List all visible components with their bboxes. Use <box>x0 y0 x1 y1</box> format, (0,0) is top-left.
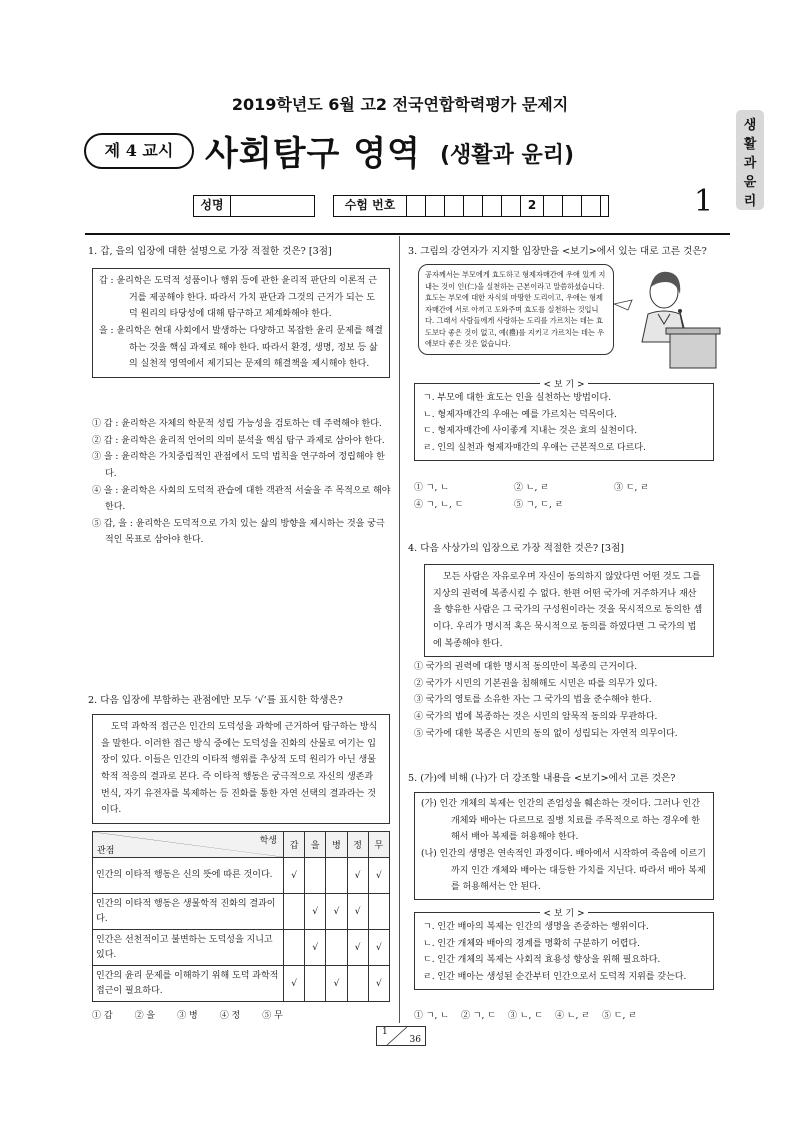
q4-options <box>414 659 734 742</box>
q1-passage <box>92 268 390 378</box>
q2-corner-bottom: 관점 <box>97 846 115 856</box>
q1-options <box>92 416 392 549</box>
q2-mark <box>305 966 326 1002</box>
q5-bogi-item: ㄱ. 인간 배아의 복제는 인간의 생명을 존중하는 행위이다. <box>423 922 649 932</box>
id-cell-digit: 2 <box>521 196 544 216</box>
q1-option[interactable]: ② 갑 : 윤리학은 윤리적 언어의 의미 분석을 핵심 탐구 과제로 삼아야 한다. <box>92 435 385 446</box>
q2-mark: √ <box>347 930 368 966</box>
q2-table <box>92 831 390 1002</box>
q3-option[interactable]: ③ ㄷ, ㄹ <box>614 483 649 493</box>
q2-row-label: 인간의 이타적 행동은 생물학적 진화의 결과이다. <box>93 894 284 930</box>
q2-option[interactable]: ⑤ 무 <box>262 1011 283 1021</box>
lecturer-illustration <box>614 264 726 370</box>
q4-passage: 모든 사람은 자유로우며 자신이 동의하지 않았다면 어떤 것도 그를 지상의 권력에 복종시킬 수 없다. 한편 어떤 국가에 거주하거나 재산을 향유한 사람은 그 국가의 구성원이라는 것을 묵시적으로 동의한 셈이다. 우리가 명시적 혹은 묵시적으로 동의를 하였다면 그 국가의 법에 복종해야 한다. <box>424 564 714 657</box>
q2-mark: √ <box>326 894 347 930</box>
q2-mark <box>326 858 347 894</box>
q3-speech-bubble: 공자께서는 부모에게 효도하고 형제자매간에 우애 있게 지내는 것이 인(仁)을 실천하는 근본이라고 말씀하셨습니다. 효도는 부모에 대한 자식의 마땅한 도리이고, 우애는 형제자매간에 서로 아끼고 도와주며 효도를 실천하는 것입니다. 그래서 사람들에게 사랑하는 도리를 가르치는 데는 효도보다 좋은 것이 없고, 예(禮)를 지키고 가르치는 데는 우애보다 좋은 것은 없습니다. <box>418 264 614 355</box>
q5-options <box>414 1008 724 1025</box>
q1-passage-eul: 을 : 윤리학은 현대 사회에서 발생하는 다양하고 복잡한 윤리 문제를 해결하는 것을 핵심 과제로 해야 한다. 따라서 환경, 생명, 정보 등 삶의 실천적 영역에서 제기되는 문제의 해결책을 제시해야 한다. <box>99 325 383 370</box>
header-rule <box>85 233 730 235</box>
q2-option[interactable]: ④ 정 <box>219 1011 241 1021</box>
q2-options <box>92 1008 392 1025</box>
page-total: 36 <box>409 1035 421 1045</box>
q3-stem: 3. 그림의 강연자가 지지할 입장만을 <보기>에서 있는 대로 고른 것은? <box>408 246 707 257</box>
q2-row-label: 인간의 윤리 문제를 이해하기 위해 도덕 과학적 접근이 필요하다. <box>93 966 284 1002</box>
id-label: 수험 번호 <box>334 196 407 216</box>
q2-mark: √ <box>368 858 389 894</box>
q2-corner-top: 학생 <box>259 836 277 846</box>
q5-option[interactable]: ⑤ ㄷ, ㄹ <box>601 1011 637 1021</box>
id-cell[interactable] <box>582 196 601 216</box>
q4-option[interactable]: ① 국가의 권력에 대한 명시적 동의만이 복종의 근거이다. <box>414 662 638 672</box>
q2-option[interactable]: ② 을 <box>134 1011 156 1021</box>
subsubject-title: (생활과 윤리) <box>440 143 575 168</box>
q1-option[interactable]: ⑤ 갑, 을 : 윤리학은 도덕적으로 가치 있는 삶의 방향을 제시하는 것을 궁극적인 목표로 삼아야 한다. <box>92 518 385 546</box>
name-input[interactable] <box>231 196 314 216</box>
q2-mark: √ <box>284 858 305 894</box>
q4-option[interactable]: ④ 국가의 법에 복종하는 것은 시민의 암묵적 동의와 무관하다. <box>414 711 658 722</box>
id-cell[interactable] <box>407 196 426 216</box>
q5-bogi-item: ㄴ. 인간 개체와 배아의 경계를 명확히 구분하기 어렵다. <box>423 938 641 949</box>
q3-bogi-item: ㄹ. 인의 실천과 형제자매간의 우애는 근본적으로 다르다. <box>423 442 646 453</box>
q3-bogi <box>414 380 714 461</box>
q5-passage-ga: (가) 인간 개체의 복제는 인간의 존엄성을 훼손하는 것이다. 그러나 인간 개체와 배아는 다르므로 질병 치료를 주목적으로 하는 경우에 한해서 배아 복제를 허용해야 한다. <box>421 799 701 843</box>
q3-bogi-title: < 보 기 > <box>415 377 713 394</box>
id-cell[interactable] <box>483 196 502 216</box>
q2-table-corner <box>93 832 284 858</box>
q3-option[interactable]: ② ㄴ, ㄹ <box>514 483 549 493</box>
period-badge <box>84 133 194 169</box>
q2-row-label: 인간은 선천적이고 불변하는 도덕성을 지니고 있다. <box>93 930 284 966</box>
q5-option[interactable]: ③ ㄴ, ㄷ <box>507 1011 543 1021</box>
subject-title: 사회탐구 영역 <box>205 134 421 174</box>
q1-option[interactable]: ① 갑 : 윤리학은 자체의 학문적 성립 가능성을 검토하는 데 주력해야 한다. <box>92 419 382 429</box>
q2-col-header: 갑 <box>284 832 305 858</box>
q2-mark: √ <box>305 894 326 930</box>
q2-mark <box>284 894 305 930</box>
q4-stem: 4. 다음 사상가의 입장으로 가장 적절한 것은? [3점] <box>408 543 625 554</box>
q5-option[interactable]: ② ㄱ, ㄷ <box>460 1011 496 1021</box>
q2-mark: √ <box>326 966 347 1002</box>
q2-stem: 2. 다음 입장에 부합하는 관점에만 모두 ‘√’를 표시한 학생은? <box>88 695 343 706</box>
page-counter <box>376 1026 426 1046</box>
q2-mark: √ <box>284 966 305 1002</box>
q2-mark: √ <box>347 858 368 894</box>
id-cell[interactable] <box>601 196 608 216</box>
id-cell[interactable] <box>544 196 563 216</box>
name-label: 성명 <box>194 196 231 216</box>
q2-row-label: 인간의 이타적 행동은 신의 뜻에 따른 것이다. <box>93 858 284 894</box>
q2-mark: √ <box>368 930 389 966</box>
q2-mark <box>347 966 368 1002</box>
subject-tab <box>736 110 764 210</box>
name-field <box>193 195 315 217</box>
tab-char: 생 <box>743 118 757 133</box>
q3-bogi-item: ㄴ. 형제자매간의 우애는 예를 가르치는 덕목이다. <box>423 409 617 420</box>
page-number-big: 1 <box>694 184 714 219</box>
q2-col-header: 을 <box>305 832 326 858</box>
q1-passage-gap: 갑 : 윤리학은 도덕적 성품이나 행위 등에 관한 윤리적 판단의 이론적 근거를 제공해야 한다. 따라서 가치 판단과 그것의 근거가 되는 도덕 원리의 타당성에 대해 탐구하고 체계화해야 한다. <box>99 276 377 320</box>
column-divider <box>399 236 400 1023</box>
q2-option[interactable]: ① 갑 <box>92 1011 113 1021</box>
q1-option[interactable]: ③ 을 : 윤리학은 가치중립적인 관점에서 도덕 법칙을 연구하여 정립해야 한다. <box>92 452 385 479</box>
q5-passage-na: (나) 인간의 생명은 연속적인 과정이다. 배아에서 시작하여 죽음에 이르기까지 인간 개체와 배아는 대등한 가치를 지닌다. 따라서 배아 복제를 허용해서는 안 된다. <box>421 848 706 893</box>
q2-mark <box>368 894 389 930</box>
q2-mark <box>284 930 305 966</box>
id-cell[interactable] <box>426 196 445 216</box>
q5-bogi-item: ㄷ. 인간 개체의 복제는 사회적 효용성 향상을 위해 필요하다. <box>423 955 661 966</box>
q3-bogi-item: ㄷ. 형제자매간에 사이좋게 지내는 것은 효의 실천이다. <box>423 426 638 437</box>
q2-mark: √ <box>347 894 368 930</box>
q2-option[interactable]: ③ 병 <box>177 1011 198 1021</box>
tab-char: 과 <box>743 156 757 171</box>
q2-col-header: 무 <box>368 832 389 858</box>
q1-stem: 1. 갑, 을의 입장에 대한 설명으로 가장 적절한 것은? [3점] <box>88 246 332 257</box>
q3-options <box>414 480 714 513</box>
q5-bogi-item: ㄹ. 인간 배아는 생성된 순간부터 인간으로서 도덕적 지위를 갖는다. <box>423 971 687 982</box>
page-current: 1 <box>382 1027 388 1037</box>
q4-option[interactable]: ③ 국가의 영토를 소유한 자는 그 국가의 법을 준수해야 한다. <box>414 695 652 706</box>
q4-option[interactable]: ② 국가가 시민의 기본권을 침해해도 시민은 따를 의무가 있다. <box>414 678 658 689</box>
id-cell[interactable] <box>445 196 464 216</box>
q3-option[interactable]: ① ㄱ, ㄴ <box>414 483 449 493</box>
q2-mark <box>305 858 326 894</box>
q4-option[interactable]: ⑤ 국가에 대한 복종은 시민의 동의 없이 성립되는 자연적 의무이다. <box>414 728 678 739</box>
id-cell[interactable] <box>502 196 521 216</box>
q2-mark: √ <box>368 966 389 1002</box>
q3-option[interactable]: ④ ㄱ, ㄴ, ㄷ <box>414 499 464 510</box>
q5-bogi-title: < 보 기 > <box>415 906 713 923</box>
q5-bogi <box>414 909 714 990</box>
period-label: 제 4 교시 <box>104 141 174 160</box>
tab-char: 리 <box>743 194 757 209</box>
q3-bogi-item: ㄱ. 부모에 대한 효도는 인을 실천하는 방법이다. <box>423 393 612 403</box>
q5-option[interactable]: ④ ㄴ, ㄹ <box>554 1011 590 1021</box>
diagonal-line <box>93 832 283 857</box>
exam-title: 2019학년도 6월 고2 전국연합학력평가 문제지 <box>231 95 569 114</box>
tab-char: 윤 <box>743 175 757 190</box>
q2-mark <box>326 930 347 966</box>
q3-option[interactable]: ⑤ ㄱ, ㄷ, ㄹ <box>514 499 564 510</box>
q2-passage: 도덕 과학적 접근은 인간의 도덕성을 과학에 근거하여 탐구하는 방식을 말한다. 이러한 접근 방식 중에는 도덕성을 진화의 산물로 여기는 입장이 있다. 이들은 인간의 이타적 행위를 추상적 도덕 원리가 아닌 생물학적 적응의 결과로 본다. 즉 이타적 행동은 궁극적으로 자신의 생존과 번식, 자기 유전자를 복제하는 등 진화를 통한 자연 선택의 결과라는 것이다. <box>92 714 390 824</box>
id-cell[interactable] <box>563 196 582 216</box>
q2-col-header: 정 <box>347 832 368 858</box>
q2-mark: √ <box>305 930 326 966</box>
q5-stem: 5. (가)에 비해 (나)가 더 강조할 내용을 <보기>에서 고른 것은? <box>408 773 676 784</box>
id-field <box>333 195 609 217</box>
q1-option[interactable]: ④ 을 : 윤리학은 사회의 도덕적 관습에 대한 객관적 서술을 주 목적으로 해야 한다. <box>92 485 391 513</box>
q2-col-header: 병 <box>326 832 347 858</box>
id-cell[interactable] <box>464 196 483 216</box>
q5-passage <box>414 792 714 900</box>
tab-char: 활 <box>743 137 757 152</box>
q5-option[interactable]: ① ㄱ, ㄴ <box>414 1011 449 1021</box>
